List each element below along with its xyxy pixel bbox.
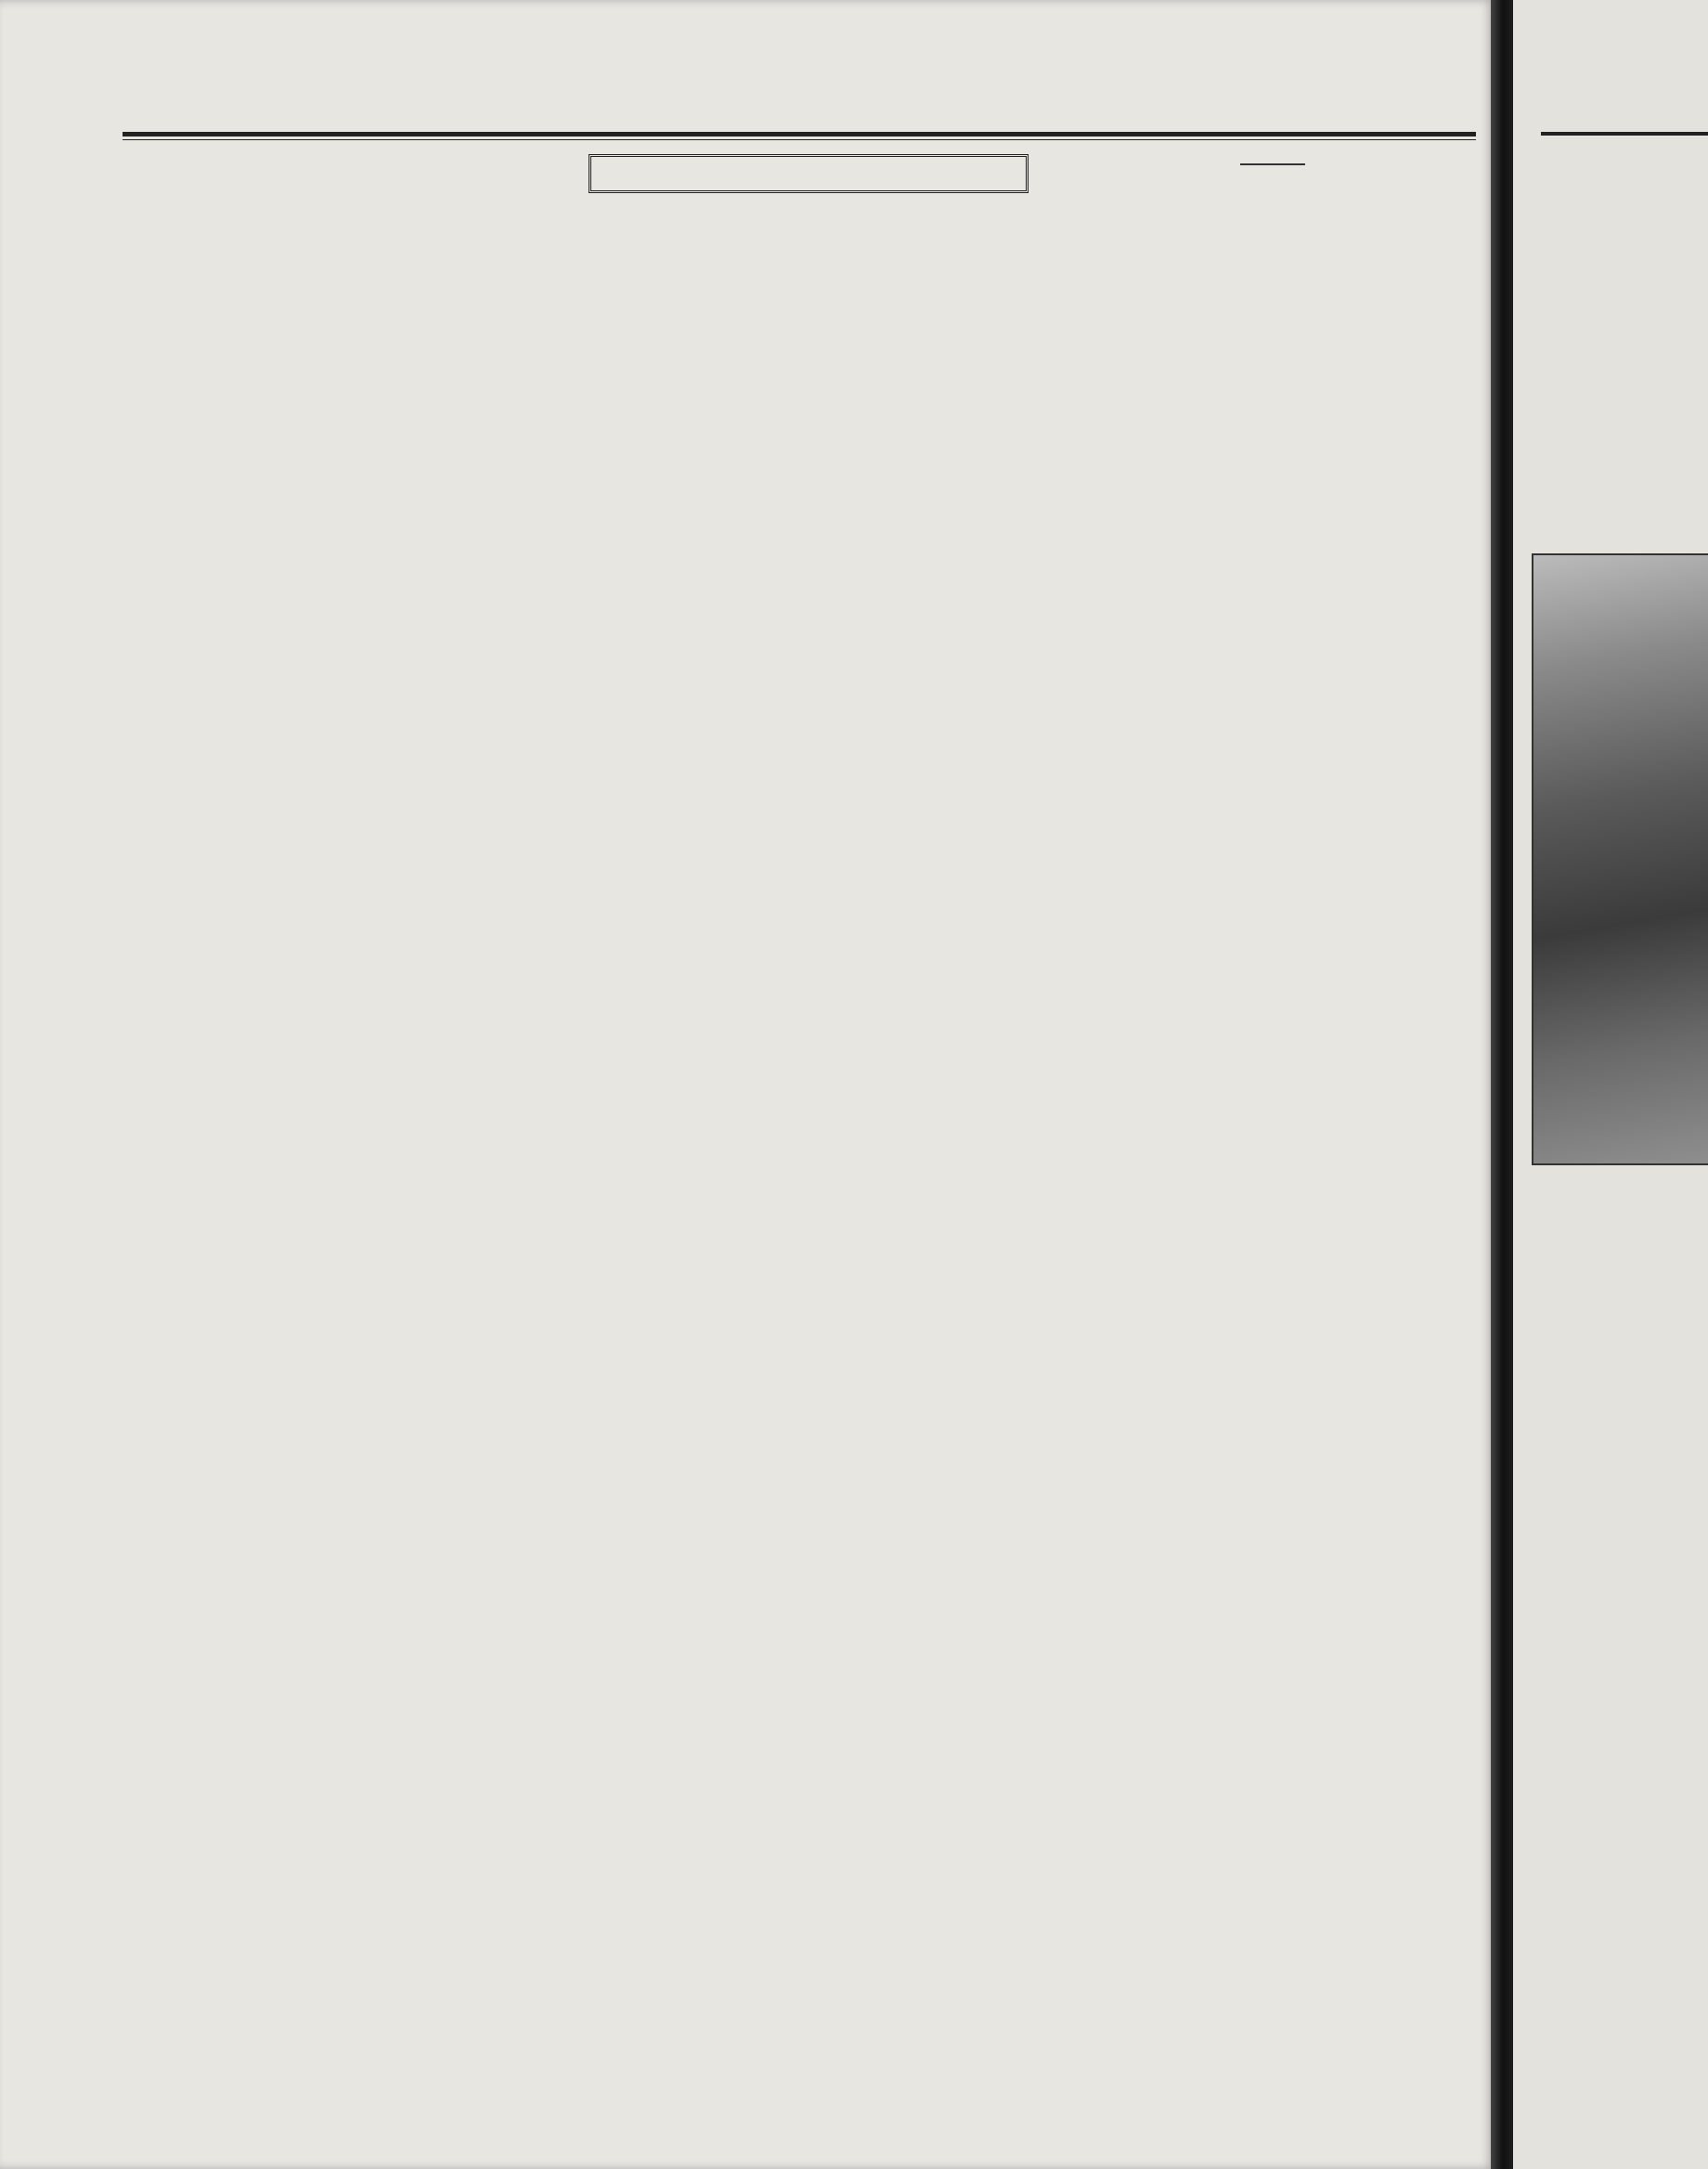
column-1 [128,147,553,184]
column-2 [589,147,1029,206]
horse-photo [1532,553,1708,1165]
facing-page-rule [1541,132,1708,136]
header-rule [123,132,1476,136]
column-3 [1058,147,1487,175]
divider [1240,163,1305,165]
header-rule-thin [123,139,1476,140]
testimonial-box [589,154,1029,193]
